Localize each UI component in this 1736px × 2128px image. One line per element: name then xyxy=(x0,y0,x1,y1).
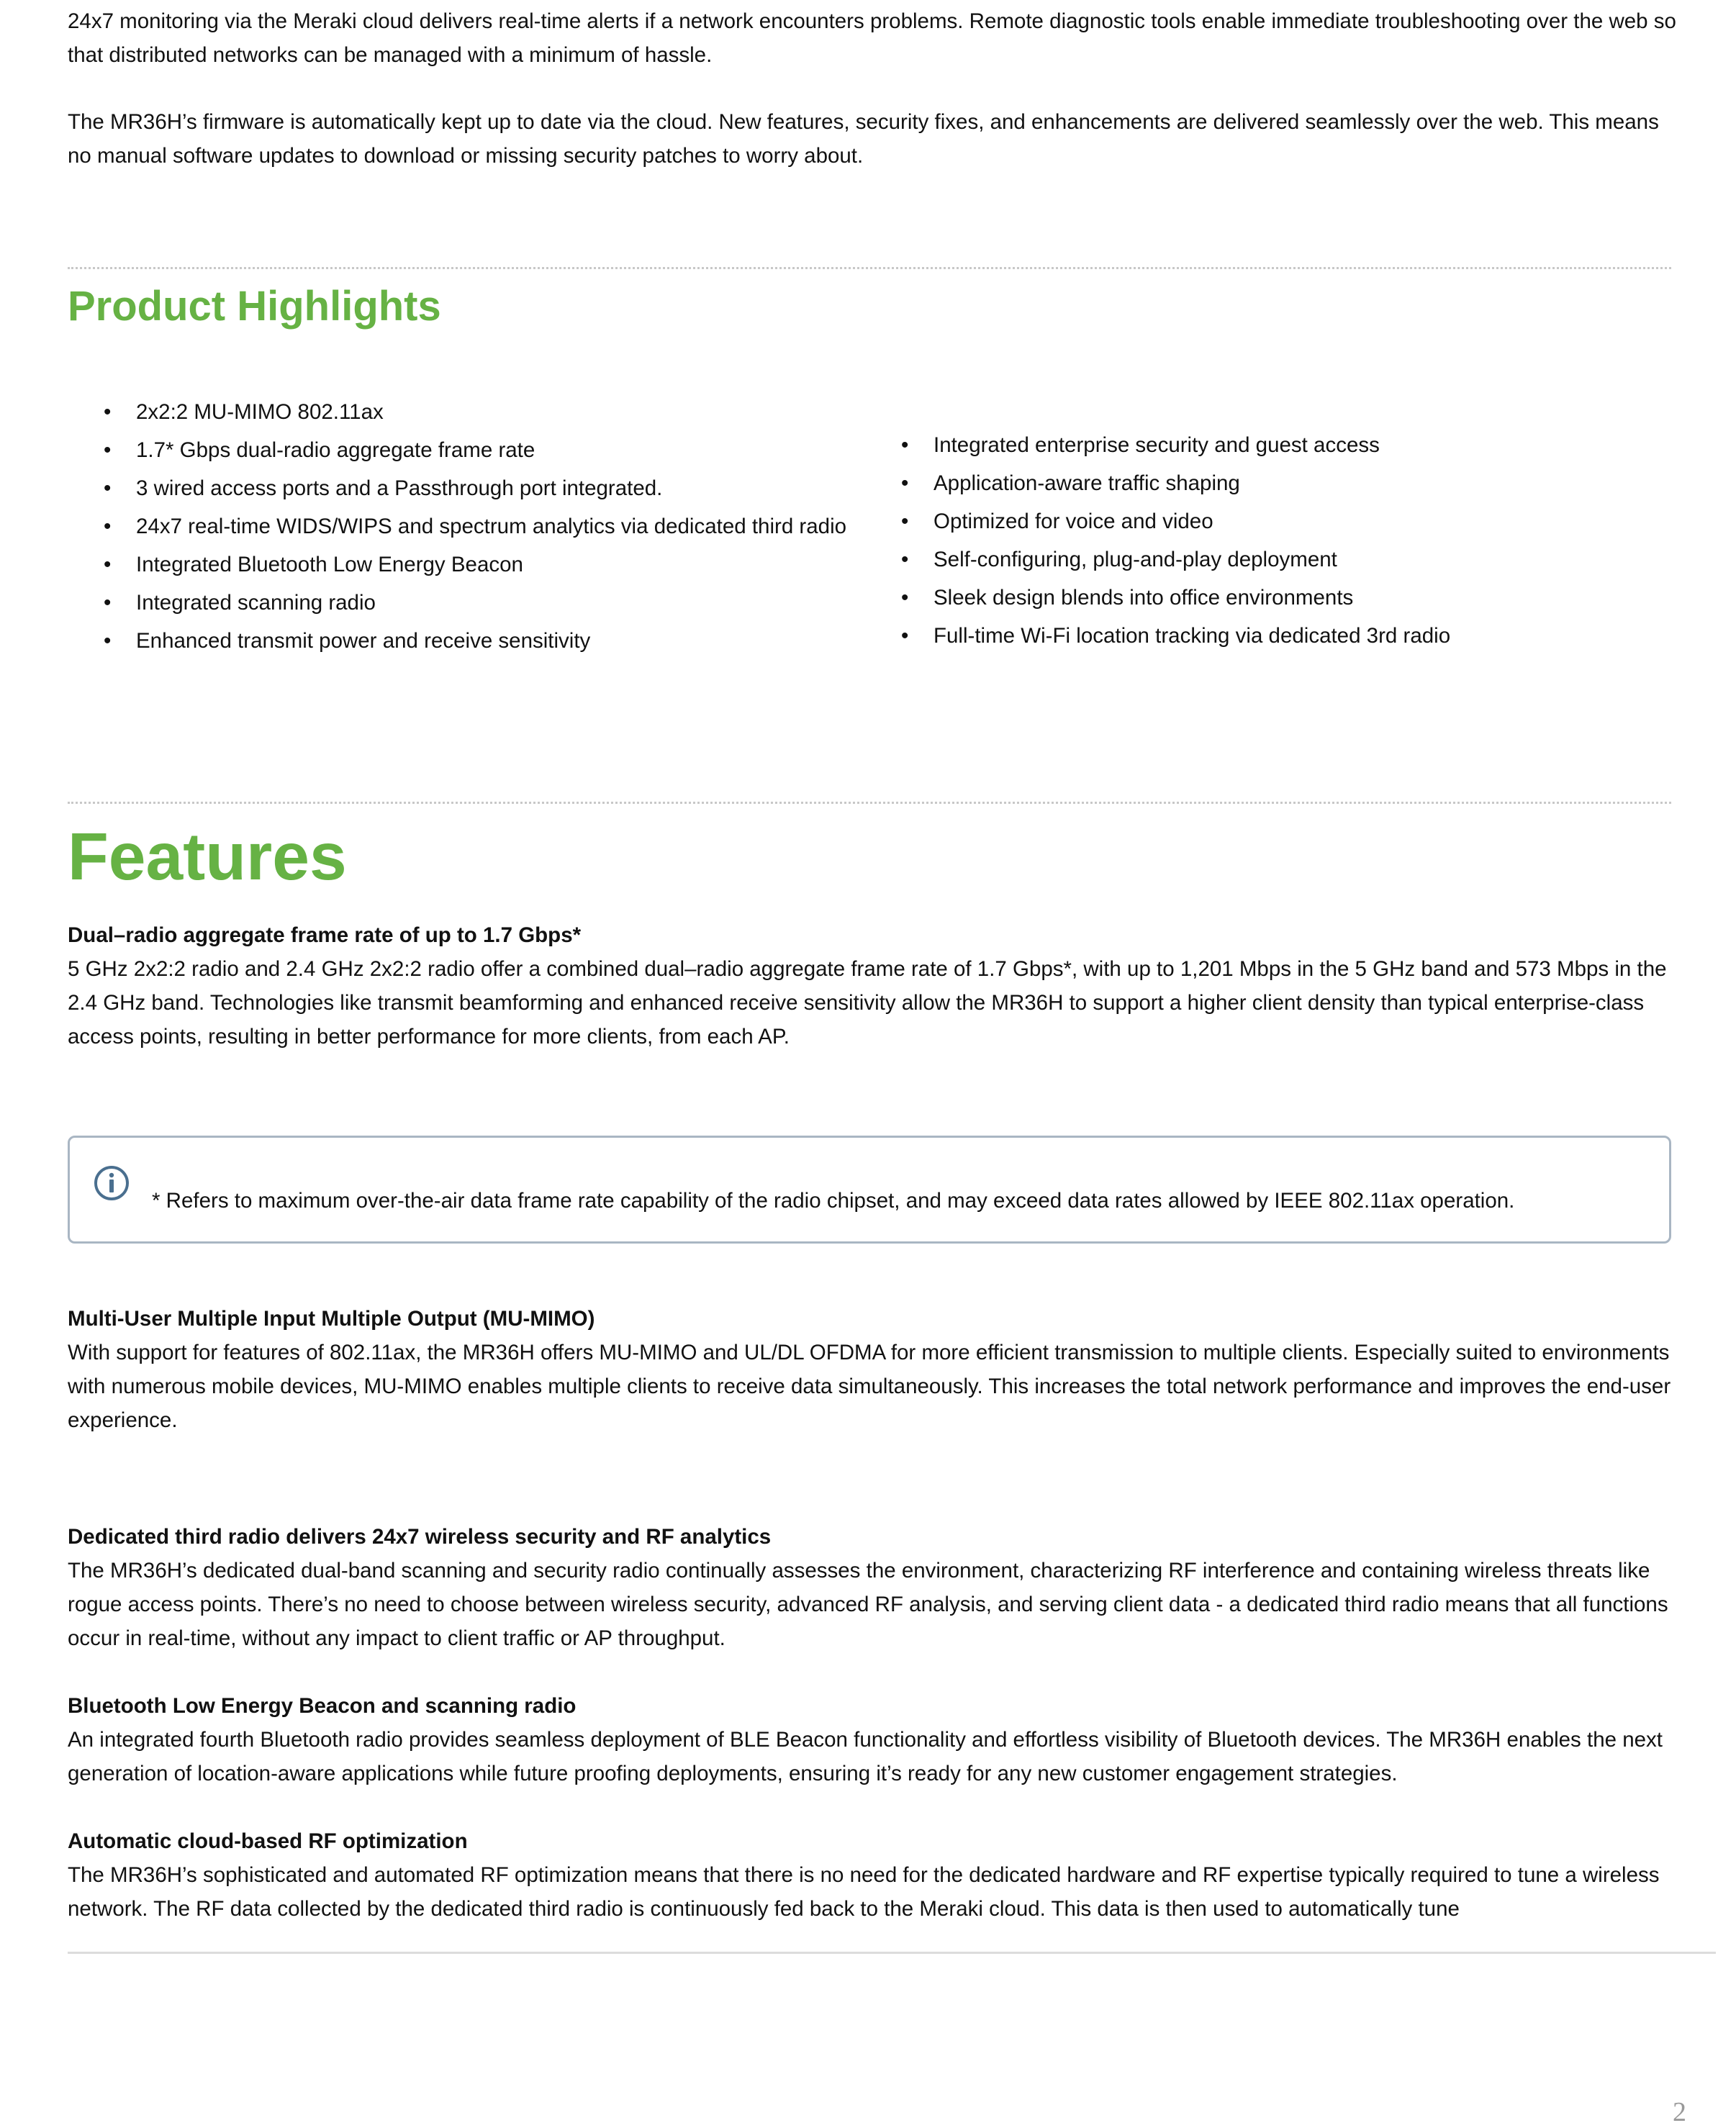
footnote-callout xyxy=(68,1136,1671,1244)
feature-title-aggregate-rate: Dual–radio aggregate frame rate of up to 1.7 Gbps* xyxy=(68,923,582,947)
info-icon xyxy=(93,1164,130,1202)
feature-body-third-radio: The MR36H’s dedicated dual-band scanning and security radio continually assesses the environment, characterizing RF interference and containing wireless threats like rogue access points. There’s no need to choose between wireless security, advanced RF analysis, and serving client data - a dedicated third radio means that all functions occur in real-time, without any impact to client traffic or AP throughput. xyxy=(68,1559,1668,1650)
highlights-list-left xyxy=(104,399,867,666)
highlight-item: • 24x7 real-time WIDS/WIPS and spectrum analytics via dedicated third radio xyxy=(104,513,867,540)
feature-body-mu-mimo: With support for features of 802.11ax, the MR36H offers MU-MIMO and UL/DL OFDMA for more efficient transmission to multiple clients. Especially suited to environments with numerous mobile devices, MU-MIMO enables multiple clients to receive data simultaneously. This increases the total network performance and improves the end-user experience. xyxy=(68,1341,1671,1432)
section-divider xyxy=(68,267,1671,269)
feature-title-third-radio: Dedicated third radio delivers 24x7 wireless security and RF analytics xyxy=(68,1525,772,1549)
highlight-item: • Integrated Bluetooth Low Energy Beacon xyxy=(104,551,867,579)
highlight-item: • 1.7* Gbps dual-radio aggregate frame rate xyxy=(104,437,867,464)
highlight-item: • Optimized for voice and video xyxy=(901,508,1671,535)
section-divider xyxy=(68,802,1671,804)
product-highlights-heading: Product Highlights xyxy=(68,283,441,330)
highlight-item: • Self-configuring, plug-and-play deployment xyxy=(901,546,1671,574)
feature-title-rf-optimization: Automatic cloud-based RF optimization xyxy=(68,1829,468,1853)
highlight-item: • 2x2:2 MU-MIMO 802.11ax xyxy=(104,399,867,426)
highlights-list-right xyxy=(901,432,1671,661)
highlight-item: • Full-time Wi-Fi location tracking via dedicated 3rd radio xyxy=(901,622,1671,650)
highlight-item: • Sleek design blends into office environments xyxy=(901,584,1671,612)
intro-paragraph-monitoring: 24x7 monitoring via the Meraki cloud delivers real-time alerts if a network encounters problems. Remote diagnostic tools enable immediate troubleshooting over the web so that distributed networks can be managed with a minimum of hassle. xyxy=(68,9,1676,67)
highlight-item: • Enhanced transmit power and receive sensitivity xyxy=(104,628,867,655)
features-heading: Features xyxy=(68,819,347,894)
intro-paragraph-firmware: The MR36H’s firmware is automatically kept up to date via the cloud. New features, security fixes, and enhancements are delivered seamlessly over the web. This means no manual software updates to download or missing security patches to worry about. xyxy=(68,110,1659,168)
feature-title-ble-beacon: Bluetooth Low Energy Beacon and scanning radio xyxy=(68,1694,577,1718)
highlight-item: • Integrated enterprise security and guest access xyxy=(901,432,1671,459)
feature-body-aggregate-rate: 5 GHz 2x2:2 radio and 2.4 GHz 2x2:2 radio offer a combined dual–radio aggregate frame rate of 1.7 Gbps*, with up to 1,201 Mbps in the 5 GHz band and 573 Mbps in the 2.4 GHz band. Technologies like transmit beamforming and enhanced receive sensitivity allow the MR36H to support a higher client density than typical enterprise-class access points, resulting in better performance for more clients, from each AP. xyxy=(68,957,1667,1049)
page-number: 2 xyxy=(1673,2097,1686,2127)
feature-title-mu-mimo: Multi-User Multiple Input Multiple Output (MU-MIMO) xyxy=(68,1307,595,1331)
footer-divider xyxy=(68,1952,1716,1954)
highlight-item: • 3 wired access ports and a Passthrough port integrated. xyxy=(104,475,867,502)
feature-body-ble-beacon: An integrated fourth Bluetooth radio provides seamless deployment of BLE Beacon functionality and effortless visibility of Bluetooth devices. The MR36H enables the next generation of location-aware applications while future proofing deployments, ensuring it’s ready for any new customer engagement strategies. xyxy=(68,1728,1663,1785)
feature-body-rf-optimization: The MR36H’s sophisticated and automated RF optimization means that there is no need for the dedicated hardware and RF expertise typically required to tune a wireless network. The RF data collected by the dedicated third radio is continuously fed back to the Meraki cloud. This data is then used to automatically tune xyxy=(68,1863,1660,1921)
footnote-text: * Refers to maximum over-the-air data frame rate capability of the radio chipset, and may exceed data rates allowed by IEEE 802.11ax operation. xyxy=(152,1189,1515,1213)
highlight-item: • Application-aware traffic shaping xyxy=(901,470,1671,497)
highlight-item: • Integrated scanning radio xyxy=(104,589,867,617)
